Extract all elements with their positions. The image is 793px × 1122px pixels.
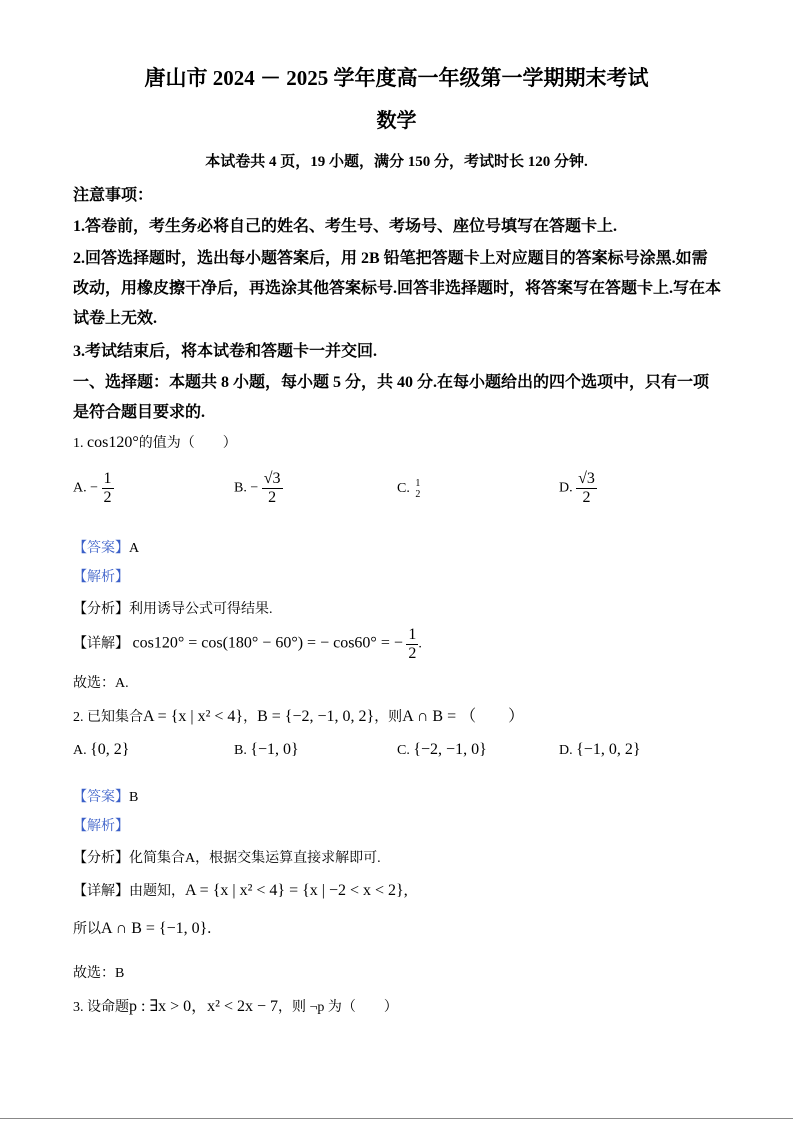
fenxi-tag: 【分析】 bbox=[73, 602, 129, 617]
option-label: C. bbox=[397, 481, 410, 497]
option-label: A. bbox=[73, 480, 87, 496]
q1-analysis-tag: 【解析】 bbox=[73, 570, 129, 585]
numerator: √3 bbox=[263, 470, 281, 487]
set-a: A = {x | x² < 4} bbox=[143, 708, 244, 725]
fenxi-tag: 【分析】 bbox=[73, 851, 129, 866]
answer-tag: 【答案】 bbox=[73, 541, 129, 556]
notice-item-2-line-2: 改动，用橡皮擦干净后，再选涂其他答案标号.回答非选择题时，将答案写在答题卡上.写在本 bbox=[73, 280, 722, 297]
detail-expression: cos120° = cos(180° − 60°) = − cos60° = − bbox=[132, 634, 403, 652]
question-expression: p : ∃x > 0，x² < 2x − 7 bbox=[129, 998, 278, 1015]
q2-option-d bbox=[559, 741, 641, 759]
exam-title: 唐山市 2024 － 2025 学年度高一年级第一学期期末考试 bbox=[144, 66, 649, 90]
option-fraction bbox=[262, 470, 283, 506]
detail-fraction bbox=[406, 626, 418, 662]
q1-conclusion: 故选：A. bbox=[73, 676, 129, 691]
question-expression: A ∩ B = （ ） bbox=[402, 708, 525, 725]
question-prefix: 设命题 bbox=[87, 1000, 129, 1015]
notice-item-2-line-1: 2.回答选择题时，选出每小题答案后，用 2B 铅笔把答题卡上对应题目的答案标号涂黑.如需 bbox=[73, 250, 708, 267]
q1-option-c bbox=[397, 478, 422, 500]
q2-conclusion: 故选：B bbox=[73, 966, 125, 981]
option-value: {−1, 0} bbox=[250, 741, 299, 758]
denominator: 2 bbox=[582, 488, 591, 506]
set-b: B = {−2, −1, 0, 2} bbox=[257, 708, 375, 725]
question-number: 3. bbox=[73, 1000, 84, 1015]
option-fraction bbox=[413, 478, 422, 500]
answer-value: A bbox=[129, 541, 140, 556]
option-label: C. bbox=[397, 743, 410, 758]
question-suffix: ，则 bbox=[374, 710, 403, 725]
option-fraction bbox=[102, 470, 114, 506]
answer-tag: 【答案】 bbox=[73, 790, 129, 805]
question-suffix: 的值为（ ） bbox=[138, 436, 237, 451]
q1-option-a bbox=[73, 470, 114, 506]
exam-info: 本试卷共 4 页，19 小题，满分 150 分，考试时长 120 分钟. bbox=[205, 154, 588, 170]
detail-tag: 【详解】 bbox=[73, 636, 129, 652]
option-fraction bbox=[576, 470, 597, 506]
question-prefix: 已知集合 bbox=[87, 710, 143, 725]
q1-option-d bbox=[559, 470, 597, 506]
denominator: 2 bbox=[103, 488, 112, 506]
option-value: {0, 2} bbox=[90, 741, 130, 758]
q2-so bbox=[73, 918, 211, 938]
q2-fenxi bbox=[73, 847, 381, 867]
denominator: 2 bbox=[408, 644, 417, 662]
q2-option-c bbox=[397, 741, 487, 759]
option-label: D. bbox=[559, 743, 573, 758]
question-expression: cos120° bbox=[87, 434, 139, 451]
notice-item-3: 3.考试结束后，将本试卷和答题卡一并交回. bbox=[73, 343, 378, 360]
q2-option-a bbox=[73, 741, 129, 759]
question-number: 1. bbox=[73, 436, 84, 451]
option-label: D. bbox=[559, 480, 573, 496]
question-suffix: ，则 ¬p 为（ ） bbox=[278, 1000, 398, 1015]
option-label: B. bbox=[234, 480, 247, 496]
option-sign: − bbox=[90, 480, 99, 496]
q1-option-b bbox=[234, 470, 283, 506]
numerator: 1 bbox=[408, 626, 417, 643]
q1-fenxi bbox=[73, 598, 273, 618]
question-1 bbox=[73, 432, 237, 452]
subject-title: 数学 bbox=[376, 110, 417, 132]
detail-expression: A = {x | x² < 4} = {x | −2 < x < 2}, bbox=[185, 882, 408, 899]
numerator: 1 bbox=[103, 470, 112, 487]
option-label: B. bbox=[234, 743, 247, 758]
page-bottom-divider bbox=[0, 1118, 793, 1119]
denominator: 2 bbox=[415, 489, 421, 500]
q2-detail bbox=[73, 880, 408, 900]
q2-option-b bbox=[234, 741, 299, 759]
so-expression: A ∩ B = {−1, 0}. bbox=[101, 920, 212, 937]
denominator: 2 bbox=[268, 488, 277, 506]
question-3 bbox=[73, 993, 398, 1016]
notice-item-2-line-3: 试卷上无效. bbox=[73, 310, 158, 327]
q1-answer bbox=[73, 537, 139, 557]
numerator: 1 bbox=[415, 478, 421, 489]
fenxi-text: 化简集合A，根据交集运算直接求解即可. bbox=[129, 851, 381, 866]
numerator: √3 bbox=[578, 470, 595, 487]
detail-tag: 【详解】 bbox=[73, 884, 129, 899]
option-value: {−1, 0, 2} bbox=[576, 741, 641, 758]
option-sign: − bbox=[250, 480, 259, 496]
q1-detail bbox=[73, 626, 422, 662]
so-prefix: 所以 bbox=[73, 922, 101, 937]
q2-analysis-tag: 【解析】 bbox=[73, 819, 129, 834]
notice-heading: 注意事项： bbox=[73, 187, 154, 204]
option-value: {−2, −1, 0} bbox=[413, 741, 487, 758]
answer-value: B bbox=[129, 790, 139, 805]
section-1-line-1: 一、选择题：本题共 8 小题，每小题 5 分，共 40 分.在每小题给出的四个选项中，只有一项 bbox=[73, 374, 710, 391]
detail-prefix: 由题知， bbox=[129, 884, 185, 899]
question-2: 2. 已知集合A = {x | x² < 4}，B = {−2, −1, 0, 2}，则A ∩ B = （ ） bbox=[73, 708, 525, 725]
detail-end: . bbox=[418, 636, 422, 652]
q2-answer bbox=[73, 786, 138, 806]
notice-item-1: 1.答卷前，考生务必将自己的姓名、考生号、考场号、座位号填写在答题卡上. bbox=[73, 218, 618, 235]
question-number: 2. bbox=[73, 710, 84, 725]
fenxi-text: 利用诱导公式可得结果. bbox=[129, 602, 273, 617]
option-label: A. bbox=[73, 743, 87, 758]
section-1-line-2: 是符合题目要求的. bbox=[73, 404, 206, 421]
